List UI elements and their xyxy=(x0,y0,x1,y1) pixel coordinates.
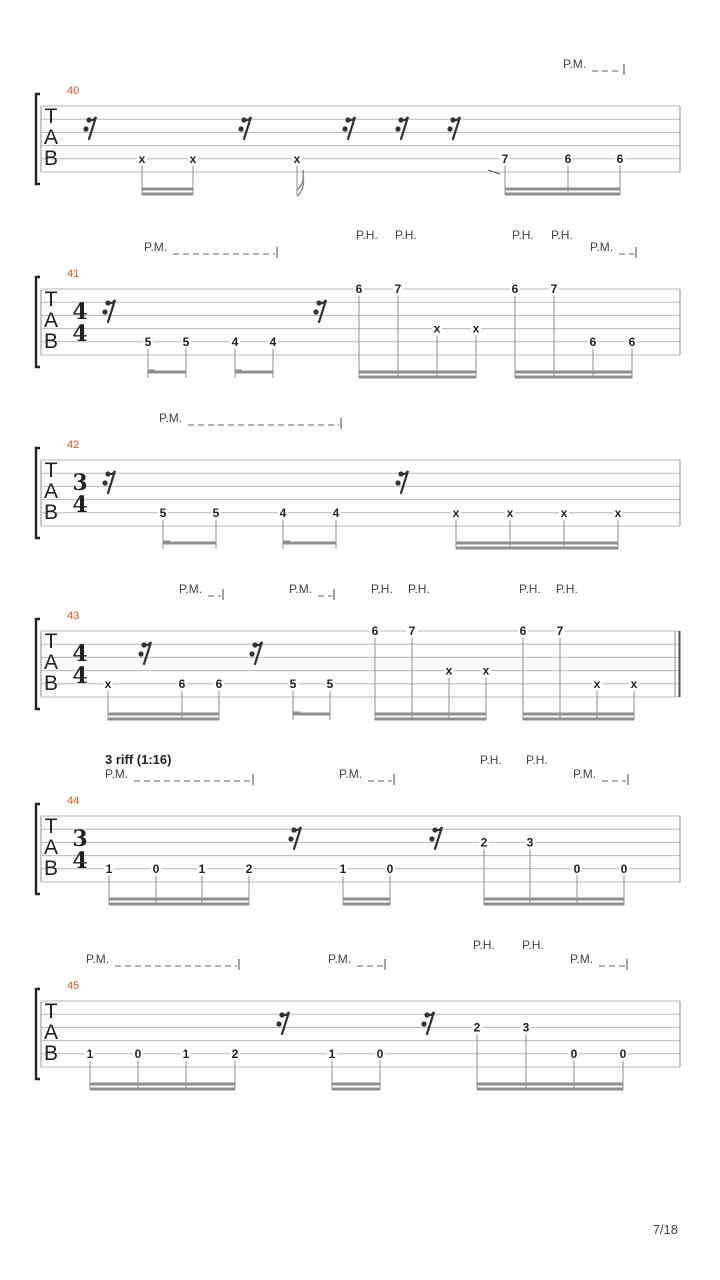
tab-clef-letter: A xyxy=(43,1021,59,1044)
fret-number: 0 xyxy=(620,861,628,876)
measure-number: 42 xyxy=(67,439,80,451)
fret-number: 0 xyxy=(152,861,160,876)
palm-mute-label: P.M. xyxy=(570,952,594,966)
fret-number: 6 xyxy=(589,334,597,349)
palm-mute-label: P.M. xyxy=(339,767,363,781)
time-sig-numerator: 4 xyxy=(72,299,88,325)
time-sig-denominator: 4 xyxy=(72,492,88,518)
system-bracket xyxy=(36,448,40,538)
pinch-harmonic-label: P.H. xyxy=(356,228,378,242)
fret-number: 6 xyxy=(616,151,624,166)
tab-clef-letter: B xyxy=(43,1042,59,1065)
system-bracket xyxy=(36,989,40,1079)
dead-note: x xyxy=(104,676,112,691)
tab-clef-letter: B xyxy=(43,330,59,353)
palm-mute-label: P.M. xyxy=(144,240,168,254)
rest-dot xyxy=(450,117,455,122)
time-sig-denominator: 4 xyxy=(72,321,88,347)
fret-number: 1 xyxy=(105,861,113,876)
rest-dot xyxy=(102,480,107,485)
tab-clef-letter: T xyxy=(44,1000,58,1023)
fret-number: 0 xyxy=(570,1046,578,1061)
palm-mute-label: P.M. xyxy=(86,952,110,966)
fret-number: 7 xyxy=(394,282,402,296)
fret-number: 6 xyxy=(519,624,527,638)
fret-number: 5 xyxy=(182,334,190,349)
staff-system-40 xyxy=(36,57,680,196)
measure-number: 45 xyxy=(67,980,80,992)
tab-clef-letter: A xyxy=(43,309,59,332)
palm-mute-label: P.M. xyxy=(179,582,203,596)
fret-number: 5 xyxy=(326,676,334,691)
rest-dot xyxy=(395,126,400,131)
measure-number: 44 xyxy=(67,795,80,807)
fret-number: 4 xyxy=(231,334,239,349)
tab-clef-letter: A xyxy=(43,651,59,674)
fret-number: 1 xyxy=(328,1046,336,1061)
rest-dot xyxy=(279,1012,284,1017)
fret-number: 0 xyxy=(619,1046,627,1061)
system-bracket xyxy=(36,619,40,709)
rest-dot xyxy=(421,1021,426,1026)
rest-dot xyxy=(249,651,254,656)
time-sig-denominator: 4 xyxy=(72,663,88,689)
dead-note: x xyxy=(614,505,622,520)
pinch-harmonic-label: P.H. xyxy=(519,582,541,596)
rest-dot xyxy=(105,471,110,476)
rest-dot xyxy=(86,117,91,122)
palm-mute-label: P.M. xyxy=(159,411,183,425)
palm-mute-label: P.M. xyxy=(573,767,597,781)
palm-mute-label: P.M. xyxy=(328,952,352,966)
dead-note: x xyxy=(293,151,301,166)
rest-dot xyxy=(102,309,107,314)
system-bracket xyxy=(36,804,40,894)
fret-number: 1 xyxy=(198,861,206,876)
dead-note: x xyxy=(138,151,146,166)
rest-dot xyxy=(429,836,434,841)
measure-number: 40 xyxy=(67,85,80,97)
fret-number: 7 xyxy=(408,624,416,638)
page-number: 7/18 xyxy=(652,1222,678,1237)
fret-number: 4 xyxy=(279,505,287,520)
staff-system-42 xyxy=(36,411,680,549)
time-sig-numerator: 4 xyxy=(72,641,88,667)
dead-note: x xyxy=(593,676,601,691)
dead-note: x xyxy=(189,151,197,166)
fret-number: 7 xyxy=(550,282,558,296)
measure-number: 43 xyxy=(67,610,80,622)
fret-number: 0 xyxy=(573,861,581,876)
rest-dot xyxy=(252,642,257,647)
fret-number: 6 xyxy=(178,676,186,691)
palm-mute-label: P.M. xyxy=(590,240,614,254)
fret-number: 7 xyxy=(501,151,509,166)
pinch-harmonic-label: P.H. xyxy=(408,582,430,596)
fret-number: 1 xyxy=(339,861,347,876)
tab-clef-letter: T xyxy=(44,288,58,311)
fret-number: 7 xyxy=(556,624,564,638)
pinch-harmonic-label: P.H. xyxy=(556,582,578,596)
fret-number: 5 xyxy=(159,505,167,520)
fret-number: 6 xyxy=(355,282,363,296)
tab-clef-letter: T xyxy=(44,815,58,838)
rest-dot xyxy=(138,651,143,656)
dead-note: x xyxy=(506,505,514,520)
rest-dot xyxy=(447,126,452,131)
staff-system-44 xyxy=(36,752,680,905)
pinch-harmonic-label: P.H. xyxy=(371,582,393,596)
palm-mute-label: P.M. xyxy=(289,582,313,596)
tab-clef-letter: A xyxy=(43,836,59,859)
pinch-harmonic-label: P.H. xyxy=(473,938,495,952)
dead-note: x xyxy=(433,321,441,336)
staff-system-43 xyxy=(36,582,680,720)
rest-dot xyxy=(424,1012,429,1017)
dead-note: x xyxy=(472,321,480,336)
rest-dot xyxy=(83,126,88,131)
rest-dot xyxy=(432,827,437,832)
fret-number: 2 xyxy=(473,1020,481,1035)
fret-number: 4 xyxy=(332,505,340,520)
fret-number: 3 xyxy=(526,835,534,850)
pinch-harmonic-label: P.H. xyxy=(526,753,548,767)
rest-dot xyxy=(105,300,110,305)
tab-clef-letter: T xyxy=(44,630,58,653)
rest-dot xyxy=(241,117,246,122)
fret-number: 6 xyxy=(215,676,223,691)
fret-number: 4 xyxy=(269,334,277,349)
rest-dot xyxy=(291,827,296,832)
staff-system-45 xyxy=(36,938,680,1090)
tab-clef-letter: B xyxy=(43,857,59,880)
fret-number: 6 xyxy=(511,282,519,296)
rest-dot xyxy=(342,126,347,131)
fret-number: 6 xyxy=(371,624,379,638)
measure-number: 41 xyxy=(67,268,80,280)
tab-clef-letter: B xyxy=(43,147,59,170)
fret-number: 6 xyxy=(628,334,636,349)
palm-mute-label: P.M. xyxy=(563,57,587,71)
rest-dot xyxy=(288,836,293,841)
rest-dot xyxy=(141,642,146,647)
section-marker: 3 riff (1:16) xyxy=(105,752,172,767)
rest-dot xyxy=(276,1021,281,1026)
time-sig-denominator: 4 xyxy=(72,848,88,874)
rest-dot xyxy=(345,117,350,122)
rest-dot xyxy=(398,471,403,476)
fret-number: 2 xyxy=(231,1046,239,1061)
tab-clef-letter: B xyxy=(43,672,59,695)
pinch-harmonic-label: P.H. xyxy=(522,938,544,952)
rest-dot xyxy=(316,300,321,305)
pinch-harmonic-label: P.H. xyxy=(480,753,502,767)
dead-note: x xyxy=(630,676,638,691)
rest-dot xyxy=(313,309,318,314)
pinch-harmonic-label: P.H. xyxy=(395,228,417,242)
fret-number: 0 xyxy=(386,861,394,876)
system-bracket xyxy=(36,94,40,184)
fret-number: 0 xyxy=(376,1046,384,1061)
fret-number: 6 xyxy=(564,151,572,166)
time-sig-numerator: 3 xyxy=(72,470,88,496)
fret-number: 5 xyxy=(212,505,220,520)
staff-system-41 xyxy=(36,228,680,378)
fret-number: 2 xyxy=(245,861,253,876)
fret-number: 2 xyxy=(480,835,488,850)
fret-number: 3 xyxy=(522,1020,530,1035)
rest-dot xyxy=(395,480,400,485)
fret-number: 5 xyxy=(144,334,152,349)
time-sig-numerator: 3 xyxy=(72,826,88,852)
fret-number: 1 xyxy=(86,1046,94,1061)
tab-clef-letter: A xyxy=(43,480,59,503)
rest-dot xyxy=(398,117,403,122)
pinch-harmonic-label: P.H. xyxy=(512,228,534,242)
fret-number: 5 xyxy=(289,676,297,691)
dead-note: x xyxy=(445,663,453,678)
pinch-harmonic-label: P.H. xyxy=(551,228,573,242)
rest-dot xyxy=(238,126,243,131)
fret-number: 0 xyxy=(134,1046,142,1061)
fret-number: 1 xyxy=(182,1046,190,1061)
tab-clef-letter: T xyxy=(44,459,58,482)
tab-clef-letter: A xyxy=(43,126,59,149)
dead-note: x xyxy=(452,505,460,520)
dead-note: x xyxy=(482,663,490,678)
palm-mute-label: P.M. xyxy=(105,767,129,781)
tab-clef-letter: B xyxy=(43,501,59,524)
system-bracket xyxy=(36,277,40,367)
tab-clef-letter: T xyxy=(44,105,58,128)
dead-note: x xyxy=(560,505,568,520)
